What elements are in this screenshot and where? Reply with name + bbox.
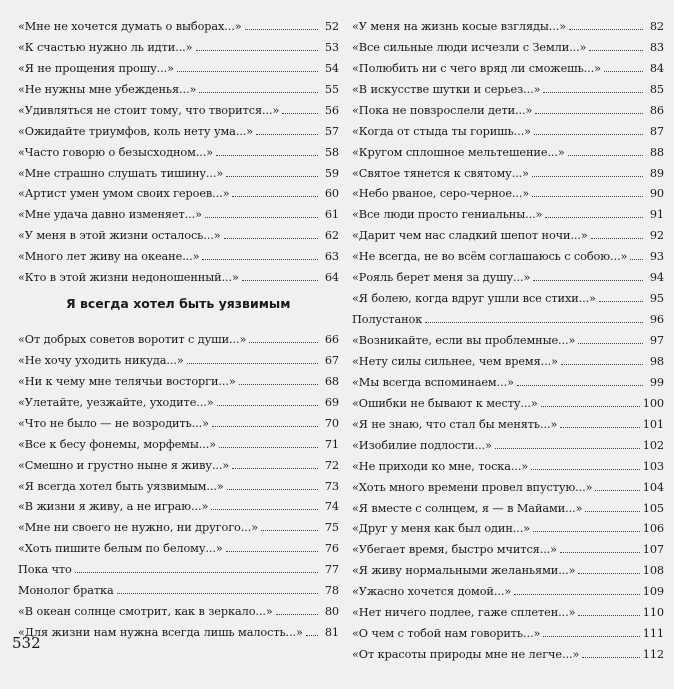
entry-title: «Дарит чем нас сладкий шепот ночи...» (352, 229, 588, 243)
entry-title: «Я живу нормальными желаньями...» (352, 564, 576, 578)
entry-title: «У меня на жизнь косые взгляды...» (352, 19, 567, 33)
toc-entry (18, 493, 339, 514)
dot-leader (582, 657, 639, 658)
toc-entry (352, 117, 664, 138)
entry-page: 76 (324, 542, 339, 556)
entry-page: 84 (649, 61, 664, 75)
entry-page: 67 (324, 353, 339, 367)
entry-page: 98 (649, 354, 664, 368)
entry-title: «О чем с тобой нам говорить...» (352, 627, 541, 641)
toc-entry (352, 431, 664, 452)
section-heading: Я всегда хотел быть уязвимым (66, 296, 291, 311)
entry-title: «Когда от стыда ты горишь...» (352, 124, 531, 138)
entry-title: «Я вместе с солнцем, я — в Майами...» (352, 501, 583, 515)
entry-title: «Смешно и грустно ныне я живу...» (18, 458, 230, 472)
entry-title: «Друг у меня как был один...» (352, 522, 531, 536)
entry-title: «Мне удача давно изменяет...» (18, 208, 202, 222)
dot-leader (224, 238, 318, 239)
dot-leader (560, 427, 639, 428)
toc-entry (18, 388, 339, 409)
entry-title: «Кто в этой жизни недоношенный...» (18, 271, 239, 285)
toc-entry (352, 535, 664, 556)
entry-page: 78 (324, 584, 339, 598)
toc-entry (18, 159, 339, 180)
entry-page: 72 (324, 458, 339, 472)
entry-title: «В океан солнце смотрит, как в зеркало...» (18, 605, 273, 619)
toc-entry (352, 577, 664, 598)
entry-page: 82 (649, 19, 664, 33)
dot-leader (533, 280, 643, 281)
entry-page: 85 (649, 82, 664, 96)
toc-entry (352, 54, 664, 75)
toc-entry (352, 159, 664, 180)
entry-page: 88 (649, 145, 664, 159)
entry-title: Пока что (18, 563, 72, 577)
toc-entry (352, 556, 664, 577)
dot-leader (205, 217, 318, 218)
entry-page: 92 (649, 229, 664, 243)
dot-leader (578, 615, 639, 616)
entry-page: 110 (642, 606, 664, 620)
toc-entry (18, 75, 339, 96)
toc-entry (352, 75, 664, 96)
toc-entry (18, 367, 339, 388)
entry-title: «Нет ничего подлее, гаже сплетен...» (352, 606, 576, 620)
entry-title: «Ошибки не бывают к месту...» (352, 396, 538, 410)
entry-title: «Я не знаю, что стал бы менять...» (352, 417, 558, 431)
dot-leader (630, 259, 643, 260)
entry-title: «Не всегда, не во всём соглашаюсь с собою...» (352, 250, 628, 264)
toc-entry (352, 326, 664, 347)
toc-entry (352, 410, 664, 431)
dot-leader (569, 29, 643, 30)
entry-title: «Мне не хочется думать о выборах...» (18, 19, 242, 33)
dot-leader (261, 530, 318, 531)
entry-title: «Не хочу уходить никуда...» (18, 353, 184, 367)
dot-leader (517, 385, 643, 386)
dot-leader (604, 71, 643, 72)
toc-entry (18, 451, 339, 472)
entry-title: «У меня в этой жизни осталось...» (18, 229, 221, 243)
dot-leader (545, 217, 643, 218)
dot-leader (187, 363, 318, 364)
dot-leader (242, 280, 318, 281)
toc-entry (18, 409, 339, 430)
entry-title: «Ожидайте триумфов, коль нету ума...» (18, 124, 254, 138)
entry-title: «Возникайте, если вы проблемные...» (352, 334, 576, 347)
dot-leader (226, 176, 318, 177)
entry-page: 94 (649, 271, 664, 285)
entry-title: «Все люди просто гениальны...» (352, 208, 543, 222)
dot-leader (216, 155, 318, 156)
entry-title: «Не нужны мне убежденья...» (18, 82, 197, 96)
entry-page: 108 (642, 564, 664, 578)
entry-page: 96 (649, 313, 664, 327)
toc-entry (352, 96, 664, 117)
toc-entry (352, 138, 664, 159)
entry-title: «Улетайте, уезжайте, уходите...» (18, 395, 214, 409)
toc-entry (18, 597, 339, 618)
dot-leader (212, 426, 318, 427)
dot-leader (532, 176, 643, 177)
toc-entry (18, 346, 339, 367)
toc-entry (18, 33, 339, 54)
toc-entry (352, 619, 664, 640)
toc-entry (352, 347, 664, 368)
entry-title: «Мы всегда вспоминаем...» (352, 375, 514, 389)
entry-title: Монолог братка (18, 584, 114, 598)
entry-page: 90 (649, 187, 664, 201)
entry-page: 104 (642, 480, 664, 494)
entry-title: «Убегает время, быстро мчится...» (352, 543, 557, 557)
entry-page: 56 (324, 103, 339, 117)
toc-entry (18, 180, 339, 201)
entry-page: 103 (642, 459, 664, 473)
toc-entry (18, 430, 339, 451)
dot-leader (514, 594, 640, 595)
entry-title: «Удивляться не стоит тому, что творится...» (18, 103, 280, 117)
toc-entry (352, 200, 664, 221)
toc-entry (18, 263, 339, 284)
dot-leader (585, 511, 639, 512)
toc-entry (18, 618, 339, 639)
entry-page: 87 (649, 124, 664, 138)
entry-page: 97 (649, 334, 664, 347)
entry-page: 99 (649, 375, 664, 389)
entry-page: 68 (324, 374, 339, 388)
toc-entry (18, 117, 339, 138)
entry-title: «От добрых советов воротит с души...» (18, 332, 247, 346)
entry-page: 95 (649, 292, 664, 306)
toc-entry (352, 305, 664, 326)
entry-page: 63 (324, 250, 339, 264)
entry-page: 83 (649, 40, 664, 54)
entry-title: «В искусстве шутки и серьез...» (352, 82, 541, 96)
toc-entry (352, 263, 664, 284)
entry-page: 107 (642, 543, 664, 557)
entry-page: 58 (324, 145, 339, 159)
dot-leader (495, 448, 640, 449)
entry-title: «Ни к чему мне телячьи восторги...» (18, 374, 236, 388)
entry-title: «Мне страшно слушать тишину...» (18, 166, 224, 180)
entry-title: «Пока не повзрослели дети...» (352, 103, 533, 117)
dot-leader (249, 342, 318, 343)
entry-title: «Рояль берет меня за душу...» (352, 271, 531, 285)
entry-page: 64 (324, 271, 339, 285)
entry-page: 102 (642, 438, 664, 452)
toc-entry (352, 640, 664, 661)
toc-entry (18, 242, 339, 263)
dot-leader (425, 322, 643, 323)
toc-entry (352, 33, 664, 54)
entry-title: «Изобилие подлости...» (352, 438, 492, 452)
toc-entry (352, 515, 664, 536)
dot-leader (199, 92, 318, 93)
entry-page: 53 (324, 40, 339, 54)
dot-leader (534, 134, 643, 135)
entry-page: 74 (324, 500, 339, 514)
toc-entry (18, 325, 339, 346)
toc-entry (18, 138, 339, 159)
entry-title: «Для жизни нам нужна всегда лишь малость...» (18, 626, 303, 640)
entry-page: 109 (642, 585, 664, 599)
dot-leader (217, 405, 318, 406)
toc-entry (18, 576, 339, 597)
dot-leader (226, 551, 318, 552)
entry-title: «Я не прощения прошу...» (18, 61, 174, 75)
entry-page: 106 (642, 522, 664, 536)
entry-page: 52 (324, 19, 339, 33)
toc-entry (352, 473, 664, 494)
dot-leader (202, 259, 318, 260)
entry-title: «Артист умен умом своих героев...» (18, 187, 230, 201)
toc-entry (352, 389, 664, 410)
entry-title: «Хоть много времени провел впустую...» (352, 480, 593, 494)
entry-title: «Кругом сплошное мельтешение...» (352, 145, 565, 159)
entry-title: «К счастью нужно ль идти...» (18, 40, 193, 54)
dot-leader (543, 636, 639, 637)
entry-page: 89 (649, 166, 664, 180)
dot-leader (239, 384, 318, 385)
toc-entry (18, 513, 339, 534)
dot-leader (232, 468, 318, 469)
entry-page: 93 (649, 250, 664, 264)
entry-title: «Полюбить ни с чего вряд ли сможешь...» (352, 61, 601, 75)
entry-title: «Часто говорю о безысходном...» (18, 145, 214, 159)
dot-leader (232, 196, 318, 197)
dot-leader (531, 469, 640, 470)
dot-leader (177, 71, 318, 72)
entry-page: 112 (642, 648, 664, 662)
entry-page: 101 (642, 417, 664, 431)
entry-page: 69 (324, 395, 339, 409)
entry-title: «В жизни я живу, а не играю...» (18, 500, 209, 514)
entry-page: 62 (324, 229, 339, 243)
dot-leader (578, 343, 643, 344)
entry-page: 70 (324, 416, 339, 430)
entry-title: «Нету силы сильнее, чем время...» (352, 354, 558, 368)
entry-title: «Небо рваное, серо-черное...» (352, 187, 530, 201)
toc-entry (18, 221, 339, 242)
dot-leader (227, 489, 318, 490)
entry-page: 81 (324, 626, 339, 640)
toc-entry (352, 598, 664, 619)
entry-page: 59 (324, 166, 339, 180)
entry-title: «От красоты природы мне не легче...» (352, 648, 580, 662)
toc-entry (352, 284, 664, 305)
entry-title: «Много лет живу на океане...» (18, 250, 200, 264)
toc-entry (352, 180, 664, 201)
entry-page: 80 (324, 605, 339, 619)
dot-leader (560, 552, 640, 553)
dot-leader (117, 593, 318, 594)
dot-leader (535, 113, 643, 114)
toc-entry (18, 472, 339, 493)
entry-title: «Святое тянется к святому...» (352, 166, 529, 180)
entry-page: 71 (324, 437, 339, 451)
dot-leader (599, 301, 643, 302)
section-entries (18, 325, 339, 639)
entry-page: 105 (642, 501, 664, 515)
dot-leader (219, 447, 318, 448)
dot-leader (561, 364, 643, 365)
toc-entry (18, 555, 339, 576)
dot-leader (276, 614, 318, 615)
toc-entry (352, 12, 664, 33)
toc-entry (18, 12, 339, 33)
entry-page: 60 (324, 187, 339, 201)
dot-leader (245, 29, 318, 30)
toc-entry (352, 242, 664, 263)
dot-leader (533, 531, 640, 532)
entry-title: «Что не было — не возродить...» (18, 416, 209, 430)
dot-leader (568, 155, 643, 156)
toc-entry (18, 534, 339, 555)
dot-leader (541, 406, 640, 407)
entry-title: «Все сильные люди исчезли с Земли...» (352, 40, 587, 54)
entry-title: «Все к бесу фонемы, морфемы...» (18, 437, 217, 451)
toc-entry (352, 221, 664, 242)
dot-leader (211, 509, 318, 510)
entry-page: 91 (649, 208, 664, 222)
entry-page: 57 (324, 124, 339, 138)
entry-page: 61 (324, 208, 339, 222)
toc-entry (18, 54, 339, 75)
toc-entry (352, 494, 664, 515)
entry-title: «Я болею, когда вдруг ушли все стихи...» (352, 292, 596, 306)
page-number: 532 (12, 634, 41, 652)
entry-title: «Ужасно хочется домой...» (352, 585, 512, 599)
entry-page: 75 (324, 521, 339, 535)
entry-page: 66 (324, 332, 339, 346)
entry-page: 55 (324, 82, 339, 96)
dot-leader (595, 490, 639, 491)
entry-page: 111 (642, 627, 664, 641)
entry-page: 86 (649, 103, 664, 117)
dot-leader (589, 50, 643, 51)
entry-title: Полустанок (352, 313, 423, 327)
entry-title: «Хоть пишите белым по белому...» (18, 542, 223, 556)
entry-page: 54 (324, 61, 339, 75)
dot-leader (578, 573, 639, 574)
right-column-entries (352, 12, 664, 661)
toc-entry (18, 96, 339, 117)
dot-leader (282, 113, 318, 114)
left-column-entries (18, 12, 339, 284)
entry-page: 73 (324, 479, 339, 493)
toc-entry (18, 200, 339, 221)
entry-page: 100 (642, 396, 664, 410)
toc-entry (352, 452, 664, 473)
dot-leader (306, 635, 318, 636)
dot-leader (591, 238, 643, 239)
dot-leader (75, 572, 318, 573)
entry-title: «Мне ни своего не нужно, ни другого...» (18, 521, 259, 535)
entry-page: 77 (324, 563, 339, 577)
toc-entry (352, 368, 664, 389)
dot-leader (196, 50, 319, 51)
dot-leader (256, 134, 318, 135)
entry-title: «Не приходи ко мне, тоска...» (352, 459, 529, 473)
dot-leader (532, 196, 643, 197)
entry-title: «Я всегда хотел быть уязвимым...» (18, 479, 224, 493)
dot-leader (543, 92, 643, 93)
